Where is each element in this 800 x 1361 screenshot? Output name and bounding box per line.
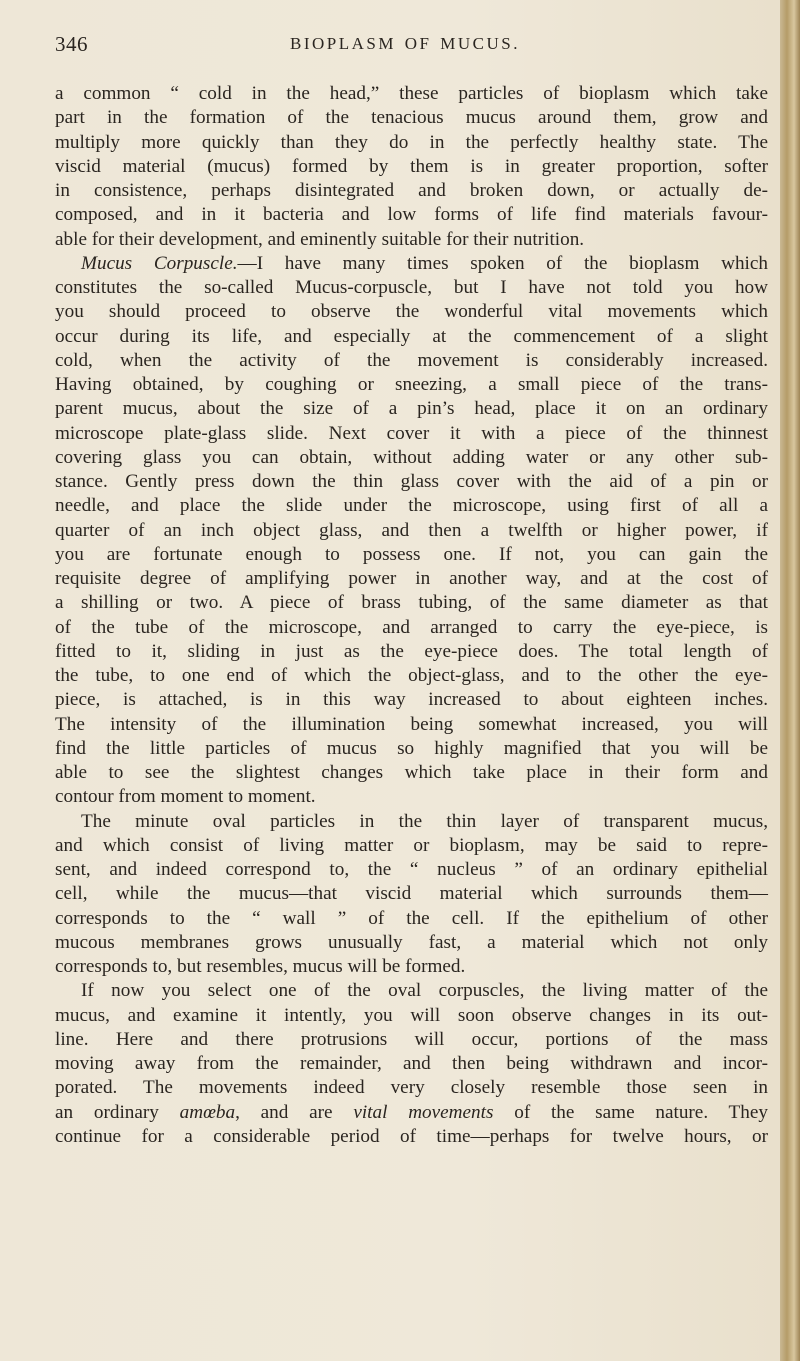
text-line: porated. The movements indeed very closely resemble those seen in bbox=[55, 1077, 768, 1099]
text-line: piece, is attached, is in this way increased to about eighteen inches. bbox=[55, 689, 768, 711]
text-line: and which consist of living matter or bioplasm, may be said to repre- bbox=[55, 834, 768, 856]
text-line: needle, and place the slide under the microscope, using first of all a bbox=[55, 495, 768, 517]
text-line: multiply more quickly than they do in the perfectly healthy state. The bbox=[55, 131, 768, 153]
text-line: able for their development, and eminently suitable for their nutrition. bbox=[55, 228, 585, 250]
text-line: stance. Gently press down the thin glass cover with the aid of a pin or bbox=[55, 471, 768, 492]
text-line: in consistence, perhaps disintegrated and broken down, or actually de- bbox=[55, 180, 768, 201]
section-heading-line bbox=[55, 252, 768, 276]
text-line: the tube, to one end of which the object-glass, and to the other the eye- bbox=[55, 665, 768, 686]
emphasis: amœba bbox=[179, 1101, 236, 1123]
text-line: Having obtained, by coughing or sneezing, a small piece of the trans- bbox=[55, 374, 768, 395]
text-line: find the little particles of mucus so highly magnified that you will be bbox=[55, 737, 768, 759]
text-line: contour from moment to moment. bbox=[55, 786, 316, 808]
text-fragment: of the same nature. They bbox=[493, 1101, 768, 1123]
emphasis: vital movements bbox=[353, 1101, 494, 1123]
text-line: The minute oval particles in the thin layer of transparent mucus, bbox=[81, 810, 768, 832]
text-line bbox=[55, 1101, 768, 1125]
text-line: The intensity of the illumination being somewhat increased, you will bbox=[55, 713, 768, 735]
page-number: 346 bbox=[55, 32, 88, 56]
text-line: If now you select one of the oval corpuscles, the living matter of the bbox=[81, 980, 768, 1002]
text-line: a shilling or two. A piece of brass tubing, of the same diameter as that bbox=[55, 592, 768, 614]
text-line: viscid material (mucus) formed by them is in greater proportion, softer bbox=[55, 155, 768, 177]
text-line: continue for a considerable period of time—perhaps for twelve hours, or bbox=[55, 1125, 768, 1147]
text-line: corresponds to, but resembles, mucus will be formed. bbox=[55, 956, 466, 977]
text-line: composed, and in it bacteria and low forms of life find materials favour- bbox=[55, 204, 768, 226]
page-header bbox=[55, 32, 755, 62]
text-line: cold, when the activity of the movement is considerably increased. bbox=[55, 349, 768, 371]
text-fragment: , and are bbox=[235, 1101, 354, 1123]
section-heading: Mucus Corpuscle. bbox=[81, 252, 238, 274]
text-line: fitted to it, sliding in just as the eye-piece does. The total length of bbox=[55, 640, 768, 662]
text-line: mucous membranes grows unusually fast, a material which not only bbox=[55, 931, 768, 953]
text-line: sent, and indeed correspond to, the “ nucleus ” of an ordinary epithelial bbox=[55, 859, 768, 880]
text-line: constitutes the so-called Mucus-corpuscle, but I have not told you how bbox=[55, 277, 768, 298]
running-head: BIOPLASM OF MUCUS. bbox=[290, 34, 520, 53]
text-line: covering glass you can obtain, without adding water or any other sub- bbox=[55, 446, 768, 468]
text-fragment: —I have many times spoken of the bioplasm which bbox=[237, 252, 768, 274]
text-line: you should proceed to observe the wonderful vital movements which bbox=[55, 301, 768, 323]
text-line: a common “ cold in the head,” these particles of bioplasm which take bbox=[55, 83, 768, 104]
text-fragment: an ordinary bbox=[55, 1101, 180, 1123]
text-line: moving away from the remainder, and then being withdrawn and incor- bbox=[55, 1053, 768, 1074]
text-line: of the tube of the microscope, and arranged to carry the eye-piece, is bbox=[55, 616, 768, 638]
text-line: corresponds to the “ wall ” of the cell. If the epithelium of other bbox=[55, 907, 768, 929]
page-binding-edge bbox=[780, 0, 800, 1361]
text-line: occur during its life, and especially at the commencement of a slight bbox=[55, 325, 768, 347]
text-line: microscope plate-glass slide. Next cover it with a piece of the thinnest bbox=[55, 422, 768, 444]
text-line: requisite degree of amplifying power in another way, and at the cost of bbox=[55, 568, 768, 589]
text-line: you are fortunate enough to possess one. If not, you can gain the bbox=[55, 543, 768, 565]
text-line: able to see the slightest changes which take place in their form and bbox=[55, 762, 768, 783]
text-line: quarter of an inch object glass, and then a twelfth or higher power, if bbox=[55, 519, 768, 541]
text-line: cell, while the mucus—that viscid material which surrounds them— bbox=[55, 883, 768, 905]
text-line: line. Here and there protrusions will occur, portions of the mass bbox=[55, 1028, 768, 1050]
text-line: parent mucus, about the size of a pin’s head, place it on an ordinary bbox=[55, 398, 768, 420]
body-text bbox=[55, 82, 768, 1149]
text-line: part in the formation of the tenacious mucus around them, grow and bbox=[55, 107, 768, 129]
text-line: mucus, and examine it intently, you will soon observe changes in its out- bbox=[55, 1004, 768, 1026]
